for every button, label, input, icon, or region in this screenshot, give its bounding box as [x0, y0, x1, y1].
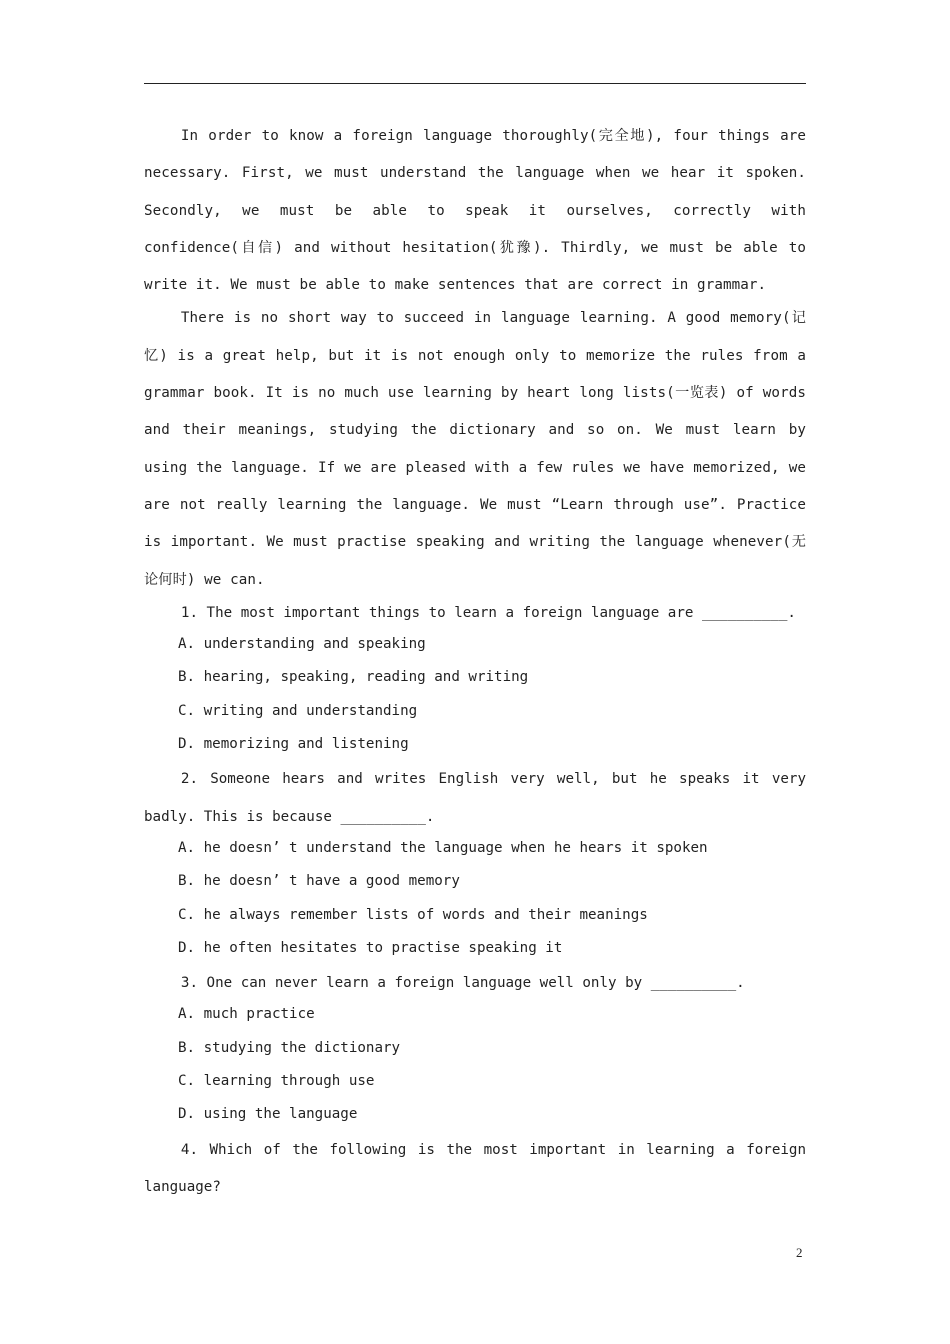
- option-d: D. using the language: [178, 1106, 358, 1123]
- option-d: D. memorizing and listening: [178, 736, 409, 753]
- question-3: [144, 965, 806, 1131]
- option-d: D. he often hesitates to practise speaking it: [178, 939, 563, 956]
- question-2: [144, 761, 806, 965]
- page-number: 2: [796, 1245, 803, 1260]
- question-stem: 1. The most important things to learn a foreign language are __________.: [180, 604, 796, 621]
- question-stem: 3. One can never learn a foreign language well only by __________.: [180, 975, 745, 992]
- question-stem: 2. Someone hears and writes English very well, but he speaks it very badly. This is because __________.: [144, 771, 806, 825]
- option-b: B. he doesn’ t have a good memory: [178, 873, 460, 890]
- question-4: [144, 1132, 806, 1207]
- option-b: B. studying the dictionary: [178, 1039, 401, 1056]
- option-c: C. writing and understanding: [178, 702, 418, 719]
- option-a: A. he doesn’ t understand the language when he hears it spoken: [178, 839, 708, 856]
- option-c: C. he always remember lists of words and their meanings: [178, 906, 648, 923]
- option-b: B. hearing, speaking, reading and writing: [178, 669, 529, 686]
- passage-paragraph-2: There is no short way to succeed in language learning. A good memory(记忆) is a great help, but it is not enough only to memorize the rules from a grammar book. It is no much use learning by heart long lists(一览表) of words and their meanings, studying the dictionary and so on. We must learn by using the language. If we are pleased with a few rules we have memorized, we are not really learning the language. We must “Learn through use”. Practice is important. We must practise speaking and writing the language whenever(无论何时) we can.: [144, 310, 806, 588]
- question-1: [144, 595, 806, 761]
- page-body: [144, 118, 806, 1202]
- passage-paragraph-1: In order to know a foreign language thoroughly(完全地), four things are necessary. First, we must understand the language when we hear it spoken. Secondly, we must be able to speak it ourselves, correctly with confidence(自信) and without hesitation(犹豫). Thirdly, we must be able to write it. We must be able to make sentences that are correct in grammar.: [144, 128, 806, 294]
- option-c: C. learning through use: [178, 1073, 375, 1090]
- question-stem: 4. Which of the following is the most important in learning a foreign language?: [144, 1141, 806, 1195]
- option-a: A. understanding and speaking: [178, 636, 426, 653]
- header-rule: [144, 83, 806, 84]
- option-a: A. much practice: [178, 1006, 315, 1023]
